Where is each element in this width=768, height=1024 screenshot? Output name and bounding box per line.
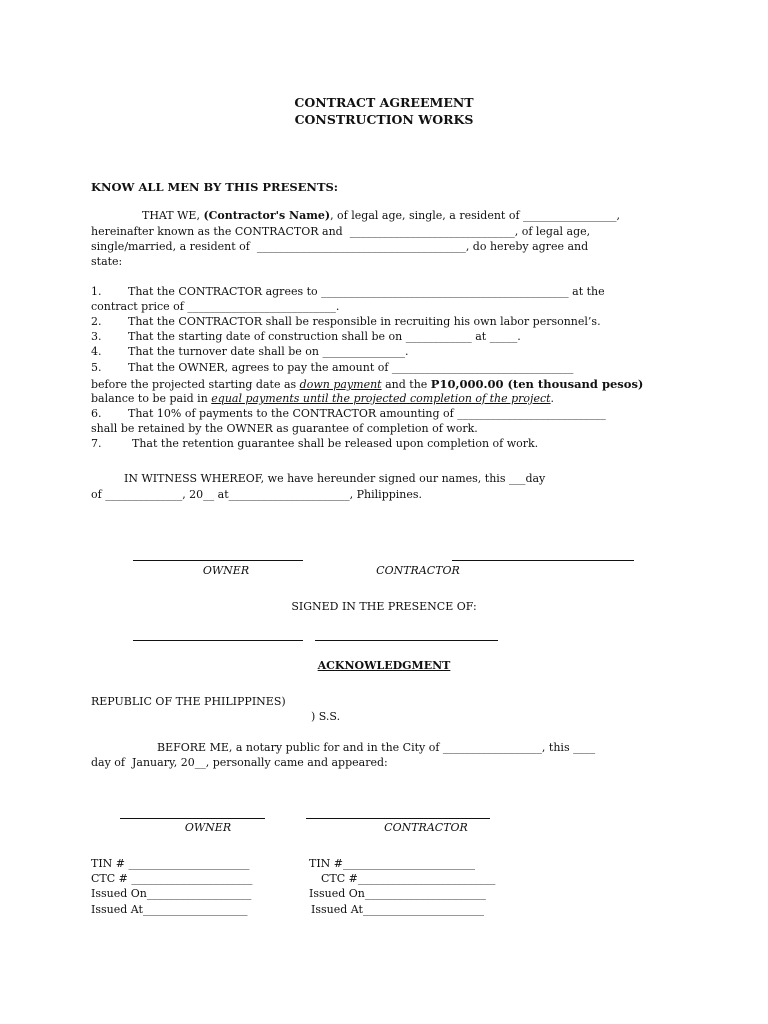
clause-number: 1. bbox=[91, 285, 102, 298]
before-me-line-2: day of January, 20__, personally came and appeared: bbox=[91, 756, 388, 769]
ack-contractor-signature-line[interactable] bbox=[306, 818, 490, 819]
contractor-issued-on-field: Issued On______________________ bbox=[309, 887, 486, 900]
payment-terms: equal payments until the projected completion of the project bbox=[211, 392, 551, 405]
clause-text: That the retention guarantee shall be released upon completion of work. bbox=[132, 437, 539, 450]
intro-line-3: single/married, a resident of ______________________________________, do hereby agree and bbox=[91, 240, 589, 253]
before-me-line-1: BEFORE ME, a notary public for and in the City of __________________, this ____ bbox=[157, 741, 596, 754]
owner-label: OWNER bbox=[202, 564, 250, 577]
clause-text: before the projected starting date as bbox=[91, 378, 300, 391]
witness-line-2: of ______________, 20__ at______________________, Philippines. bbox=[91, 488, 423, 501]
clause-text: That the turnover date shall be on _______________. bbox=[128, 345, 409, 358]
clause-text: That the starting date of construction shall be on ____________ at _____. bbox=[128, 330, 521, 343]
intro-line-2: hereinafter known as the CONTRACTOR and ______________________________, of legal age, bbox=[91, 225, 591, 238]
clause-number: 5. bbox=[91, 361, 102, 374]
intro-heading: KNOW ALL MEN BY THIS PRESENTS: bbox=[91, 180, 339, 194]
contractor-name-placeholder: (Contractor's Name) bbox=[203, 209, 331, 222]
ack-owner-label: OWNER bbox=[184, 821, 232, 834]
clause-6 bbox=[91, 407, 606, 421]
clause-text: . bbox=[550, 392, 555, 405]
clause-1-continued: contract price of ___________________________. bbox=[91, 300, 340, 313]
witness-2-signature-line[interactable] bbox=[315, 640, 498, 641]
acknowledgment-heading: ACKNOWLEDGMENT bbox=[317, 659, 451, 672]
clause-4 bbox=[91, 345, 408, 359]
owner-signature-line[interactable] bbox=[133, 560, 303, 561]
document-title-line2: CONSTRUCTION WORKS bbox=[294, 112, 474, 127]
clause-6-continued: shall be retained by the OWNER as guarantee of completion of work. bbox=[91, 422, 478, 435]
intro-line-1 bbox=[142, 209, 620, 223]
signed-presence-label: SIGNED IN THE PRESENCE OF: bbox=[291, 600, 477, 613]
republic-label: REPUBLIC OF THE PHILIPPINES) bbox=[91, 695, 286, 708]
contractor-signature-line[interactable] bbox=[452, 560, 634, 561]
clause-number: 3. bbox=[91, 330, 102, 343]
clause-text: That the CONTRACTOR agrees to _____________________________________________ at the bbox=[128, 285, 605, 298]
clause-number: 6. bbox=[91, 407, 102, 420]
clause-text: balance to be paid in bbox=[91, 392, 212, 405]
ss-label: ) S.S. bbox=[311, 710, 341, 723]
document-title-line1: CONTRACT AGREEMENT bbox=[294, 95, 474, 110]
clause-text: That 10% of payments to the CONTRACTOR amounting of ___________________________ bbox=[128, 407, 606, 420]
balance-amount: P10,000.00 (ten thousand pesos) bbox=[430, 377, 644, 391]
clause-text: and the bbox=[381, 378, 431, 391]
clause-number: 2. bbox=[91, 315, 102, 328]
intro-line-4: state: bbox=[91, 255, 123, 268]
contractor-issued-at-field: Issued At______________________ bbox=[311, 903, 484, 916]
intro-resident-text: , of legal age, single, a resident of _________________, bbox=[330, 209, 621, 222]
clause-7 bbox=[91, 437, 538, 451]
clause-text: That the CONTRACTOR shall be responsible in recruiting his own labor personnel’s. bbox=[128, 315, 601, 328]
owner-ctc-field: CTC # ______________________ bbox=[91, 872, 253, 885]
clause-3 bbox=[91, 330, 521, 344]
intro-that-we: THAT WE, bbox=[142, 209, 204, 222]
witness-1-signature-line[interactable] bbox=[133, 640, 303, 641]
clause-2 bbox=[91, 315, 601, 329]
contractor-tin-field: TIN #________________________ bbox=[309, 857, 476, 870]
owner-issued-on-field: Issued On___________________ bbox=[91, 887, 252, 900]
clause-5 bbox=[91, 361, 573, 375]
clause-number: 4. bbox=[91, 345, 102, 358]
down-payment-term: down payment bbox=[299, 378, 382, 391]
witness-line-1: IN WITNESS WHEREOF, we have hereunder signed our names, this ___day bbox=[124, 472, 546, 485]
contractor-ctc-field: CTC #_________________________ bbox=[321, 872, 496, 885]
clause-1 bbox=[91, 285, 605, 299]
owner-issued-at-field: Issued At___________________ bbox=[91, 903, 248, 916]
contractor-label: CONTRACTOR bbox=[376, 564, 460, 577]
ack-owner-signature-line[interactable] bbox=[120, 818, 265, 819]
clause-5-down-payment bbox=[91, 377, 643, 392]
ack-contractor-label: CONTRACTOR bbox=[384, 821, 468, 834]
clause-number: 7. bbox=[91, 437, 102, 450]
owner-tin-field: TIN # ______________________ bbox=[91, 857, 250, 870]
clause-5-balance bbox=[91, 392, 554, 406]
clause-text: That the OWNER, agrees to pay the amount of _________________________________ bbox=[128, 361, 574, 374]
